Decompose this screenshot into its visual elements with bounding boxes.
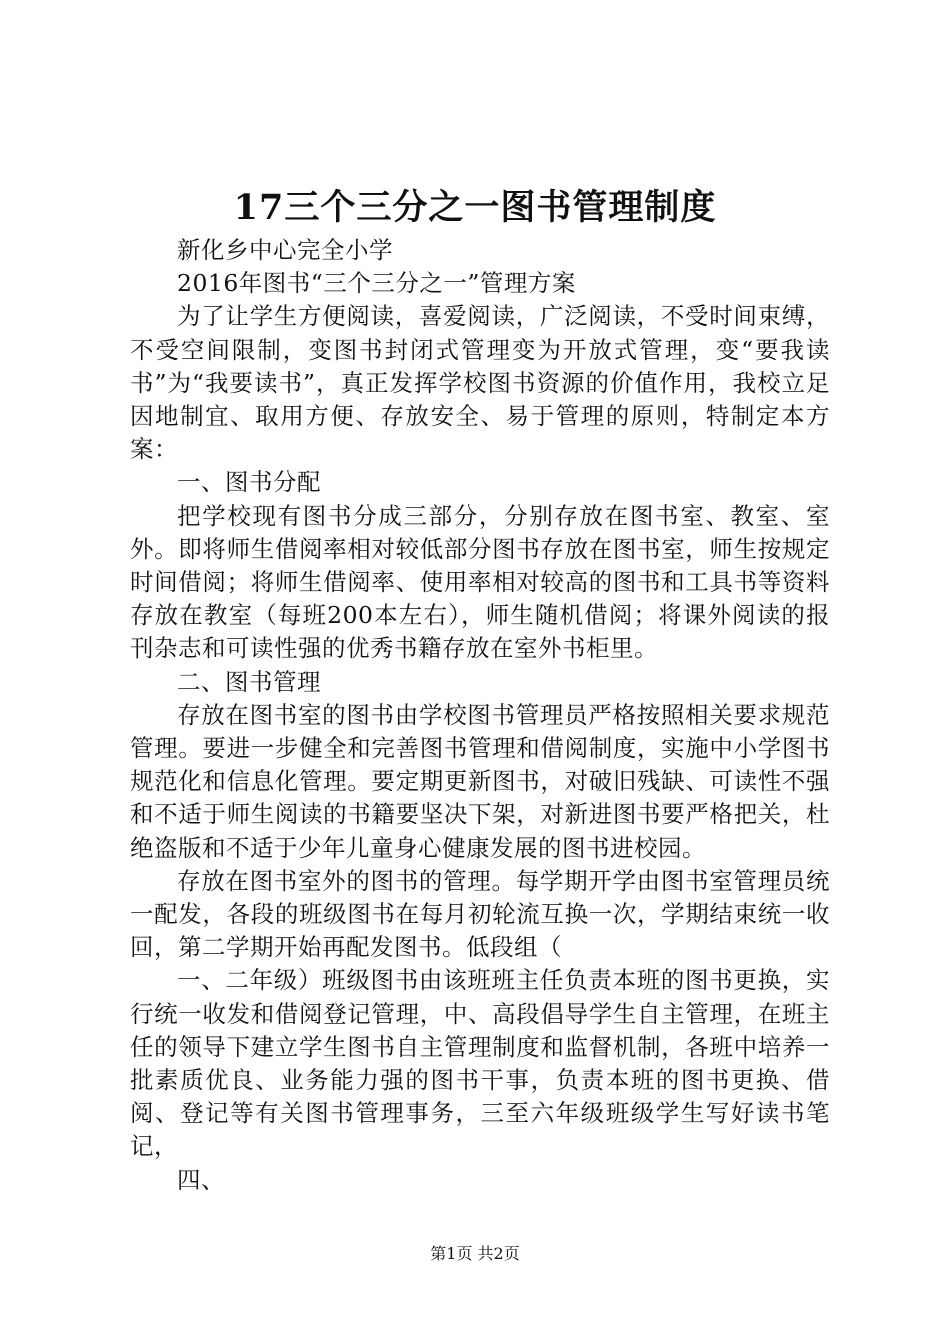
- plan-title-line: 2016年图书“三个三分之一”管理方案: [177, 269, 576, 298]
- class-books-paragraph: 一、二年级）班级图书由该班班主任负责本班的图书更换，实行统一收发和借阅登记管理，中、高段倡导学生自主管理，在班主任的领导下建立学生图书自主管理制度和监督机制，各班中培养一批素质优良、业务能力强的图书干事，负责本班的图书更换、借阅、登记等有关图书管理事务，三至六年级班级学生写好读书笔记，: [130, 966, 830, 1161]
- library-management-paragraph: 存放在图书室的图书由学校图书管理员严格按照相关要求规范管理。要进一步健全和完善图书管理和借阅制度，实施中小学图书规范化和信息化管理。要定期更新图书，对破旧残缺、可读性不强和不适于师生阅读的书籍要坚决下架，对新进图书要严格把关，杜绝盗版和不适于少年儿童身心健康发展的图书进校园。: [130, 700, 830, 862]
- outside-books-paragraph: 存放在图书室外的图书的管理。每学期开学由图书室管理员统一配发，各段的班级图书在每月初轮流互换一次，学期结束统一收回，第二学期开始再配发图书。低段组（: [130, 866, 830, 962]
- intro-paragraph: 为了让学生方便阅读，喜爱阅读，广泛阅读，不受时间束缚，不受空间限制，变图书封闭式管理变为开放式管理，变“要我读书”为“我要读书”，真正发挥学校图书资源的价值作用，我校立足因地制宜、取用方便、存放安全、易于管理的原则，特制定本方案：: [130, 302, 830, 464]
- section-heading-management: 二、图书管理: [177, 667, 321, 696]
- section-heading-four: 四、: [177, 1165, 225, 1194]
- document-title: 17三个三分之一图书管理制度: [233, 187, 717, 228]
- school-name-line: 新化乡中心完全小学: [177, 236, 393, 264]
- section-heading-distribution: 一、图书分配: [177, 468, 321, 497]
- distribution-paragraph: 把学校现有图书分成三部分，分别存放在图书室、教室、室外。即将师生借阅率相对较低部分图书存放在图书室，师生按规定时间借阅；将师生借阅率、使用率相对较高的图书和工具书等资料存放在教室（每班200本左右），师生随机借阅；将课外阅读的报刊杂志和可读性强的优秀书籍存放在室外书柜里。: [130, 501, 830, 663]
- document-body: [130, 234, 830, 1197]
- page-footer: 第1页 共2页: [430, 1244, 520, 1263]
